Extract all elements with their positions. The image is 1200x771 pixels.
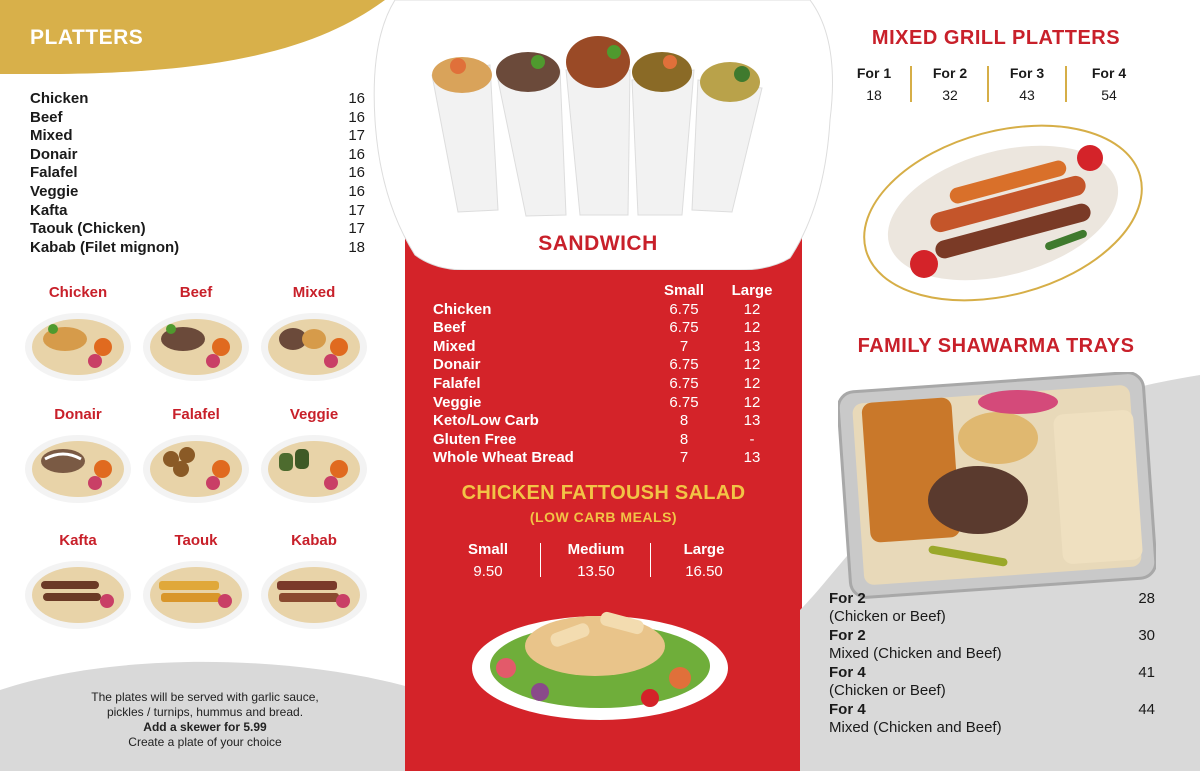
family-tray-image: [838, 372, 1156, 600]
mixed-grill-title: MIXED GRILL PLATTERS: [871, 27, 1121, 49]
mixed-grill-option: For 1 18: [856, 65, 892, 103]
plate-image: [259, 307, 369, 383]
list-item: For 2 (Chicken or Beef) 28: [829, 590, 1155, 625]
list-item: Kabab (Filet mignon) 18: [30, 238, 365, 256]
divider: [650, 543, 651, 577]
salad-size-medium: Medium 13.50: [567, 541, 625, 580]
table-row: Gluten Free 8 -: [433, 430, 755, 448]
mixed-grill-option: For 4 54: [1091, 65, 1127, 103]
table-row: Falafel 6.75 12: [433, 374, 761, 392]
platters-note: The plates will be served with garlic sauce, pickles / turnips, hummus and bread. Add a skewer for 5.99 Create a plate of your choice: [91, 690, 319, 749]
table-header: Small Large: [663, 282, 773, 299]
table-row: Whole Wheat Bread 7 13: [433, 449, 761, 467]
list-item: Kafta 17: [30, 201, 365, 219]
salad-image: [470, 588, 730, 722]
sandwich-price-table: [433, 282, 783, 468]
plate-image: [141, 429, 251, 505]
list-item: For 4 Mixed (Chicken and Beef) 44: [829, 701, 1155, 736]
salad-size-small: Small 9.50: [467, 541, 509, 580]
list-item: Donair 16: [30, 145, 365, 163]
plate-beef: Beef: [140, 283, 252, 393]
salad-subtitle: (LOW CARB MEALS): [529, 509, 678, 525]
sandwich-card: [370, 0, 836, 270]
list-item: For 2 Mixed (Chicken and Beef) 30: [829, 627, 1155, 662]
table-row: Chicken 6.75 12: [433, 300, 761, 318]
plate-chicken: Chicken: [22, 283, 134, 393]
plate-image: [141, 307, 251, 383]
plate-image: [259, 429, 369, 505]
mixed-grill-image: [858, 124, 1148, 302]
plate-image: [23, 555, 133, 631]
list-item: For 4 (Chicken or Beef) 41: [829, 664, 1155, 699]
plate-taouk: Taouk: [140, 531, 252, 641]
plate-veggie: Veggie: [258, 405, 370, 515]
platters-price-list: [30, 90, 365, 257]
salad-size-large: Large 16.50: [683, 541, 725, 580]
list-item: Falafel 16: [30, 164, 365, 182]
plate-donair: Donair: [22, 405, 134, 515]
list-item: Taouk (Chicken) 17: [30, 220, 365, 238]
list-item: Mixed 17: [30, 127, 365, 145]
table-row: Donair 6.75 12: [433, 356, 761, 374]
table-row: Veggie 6.75 12: [433, 393, 761, 411]
table-row: Keto/Low Carb 8 13: [433, 412, 761, 430]
family-trays-list: [829, 590, 1155, 738]
list-item: Veggie 16: [30, 182, 365, 200]
plate-falafel: Falafel: [140, 405, 252, 515]
mixed-grill-option: For 3 43: [1009, 65, 1045, 103]
plate-kabab: Kabab: [258, 531, 370, 641]
plate-mixed: Mixed: [258, 283, 370, 393]
divider: [540, 543, 541, 577]
plate-image: [23, 429, 133, 505]
plate-image: [259, 555, 369, 631]
plate-image: [23, 307, 133, 383]
list-item: Chicken 16: [30, 90, 365, 107]
sandwich-title: SANDWICH: [538, 232, 658, 255]
table-row: Mixed 7 13: [433, 337, 761, 355]
mixed-grill-option: For 2 32: [932, 65, 968, 103]
platters-title: PLATTERS: [30, 26, 144, 49]
family-trays-title: FAMILY SHAWARMA TRAYS: [857, 335, 1135, 357]
plate-kafta: Kafta: [22, 531, 134, 641]
divider: [1065, 66, 1067, 102]
table-row: Beef 6.75 12: [433, 319, 761, 337]
salad-title: CHICKEN FATTOUSH SALAD: [461, 482, 746, 504]
list-item: Beef 16: [30, 108, 365, 126]
plate-image: [141, 555, 251, 631]
